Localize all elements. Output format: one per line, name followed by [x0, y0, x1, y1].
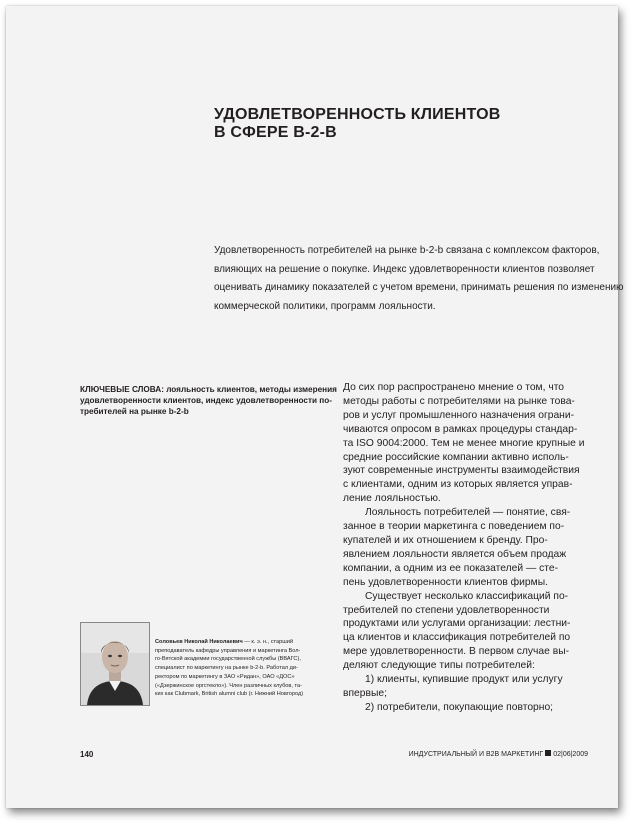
lead-line: влияющих на решение о покупке. Индекс удовлетворенности клиентов позволяет — [214, 263, 595, 275]
body-line: мере удовлетворенности. В первом случае вы- — [343, 646, 570, 658]
body-line: ров и услуг промышленного назначения ограни- — [343, 409, 575, 421]
body-line: До сих пор распространено мнение о том, что — [343, 382, 565, 393]
article-lead — [214, 242, 624, 316]
lead-line: оценивать динамику показателей с учетом времени, принимать решения по изменению — [214, 282, 624, 294]
author-name: Соловьев Николай Николаевич — [155, 639, 243, 645]
lead-line: Удовлетворенность потребителей на рынке b-2-b связана с комплексом факторов, — [214, 245, 600, 256]
body-line: продуктами или услугами организации: лестни- — [343, 618, 571, 630]
author-bio-line: ких как Clubmark, British alumni club (г. Нижний Новгород) — [155, 691, 304, 698]
body-line: компании, а одним из ее показателей — сте- — [343, 562, 559, 574]
body-line: деляют следующие типы потребителей: — [343, 660, 535, 672]
body-line: купателей и их отношением к бренду. Про- — [343, 534, 548, 546]
body-line: чиваются опросом в рамках процедуры стандар- — [343, 423, 578, 435]
body-line: с клиентами, одним из которых является управ- — [343, 479, 573, 491]
body-line: средние российские компании активно исполь- — [343, 451, 569, 463]
body-line: 1) клиенты, купившие продукт или услугу — [365, 674, 563, 686]
author-photo — [80, 622, 150, 706]
author-bio — [155, 638, 325, 699]
title-line: В СФЕРЕ B-2-B — [214, 124, 337, 141]
keywords-line: требителей на рынке b-2-b — [80, 407, 189, 416]
author-bio-line: специалист по маркетингу на рынке b-2-b. Работал ди- — [155, 665, 298, 672]
body-line: методы работы с потребителями на рынке това- — [343, 395, 575, 407]
body-line: ца клиентов и классификация потребителей по — [343, 632, 571, 644]
body-line: впервые; — [343, 687, 387, 699]
body-line: зуют современные инструменты взаимодействия — [343, 465, 580, 477]
journal-name: ИНДУСТРИАЛЬНЫЙ И B2B МАРКЕТИНГ — [408, 751, 544, 758]
author-degree: — к. э. н., старший — [242, 639, 293, 645]
body-line: ление лояльностью. — [343, 493, 441, 505]
body-line: требителей по степени удовлетворенности — [343, 604, 550, 616]
body-line: занное в теории маркетинга с поведением по- — [343, 521, 565, 533]
journal-footer — [409, 750, 588, 758]
article-body — [343, 381, 613, 715]
square-bullet-icon — [545, 750, 551, 756]
body-line: явлением лояльности является объем продаж — [343, 548, 567, 560]
journal-page — [6, 6, 624, 808]
body-line: Лояльность потребителей — понятие, свя- — [365, 507, 571, 519]
keywords-block — [80, 384, 337, 417]
author-portrait-icon — [81, 623, 149, 705]
title-line: УДОВЛЕТВОРЕННОСТЬ КЛИЕНТОВ — [214, 106, 501, 123]
author-bio-line: го-Вятской академии государственной службы (ВВАГС), — [155, 656, 301, 663]
body-line: та ISO 9004:2000. Тем не менее многие крупные и — [343, 437, 585, 449]
page-number: 140 — [80, 750, 94, 759]
lead-line: коммерческой политики, программ лояльности. — [214, 300, 436, 312]
issue-date: 02|06|2009 — [553, 751, 588, 758]
keywords-line: КЛЮЧЕВЫЕ СЛОВА: лояльность клиентов, методы измерения — [80, 385, 337, 394]
keywords-line: удовлетворенности клиентов, индекс удовлетворенности по- — [80, 396, 332, 405]
body-line: пень удовлетворенности клиентов фирмы. — [343, 576, 548, 588]
body-line: 2) потребители, покупающие повторно; — [365, 701, 554, 713]
author-bio-line: («Дзержинское оргстекло»). Член различных клубов, та- — [155, 682, 302, 689]
author-bio-line: ректором по маркетингу в ЗАО «Ридан», ОАО «ДОС» — [155, 673, 295, 680]
author-bio-line — [155, 638, 325, 647]
body-line: Существует несколько классификаций по- — [365, 590, 569, 602]
article-title — [214, 106, 554, 142]
author-bio-line: преподаватель кафедры управления и маркетинга Вол- — [155, 647, 301, 654]
